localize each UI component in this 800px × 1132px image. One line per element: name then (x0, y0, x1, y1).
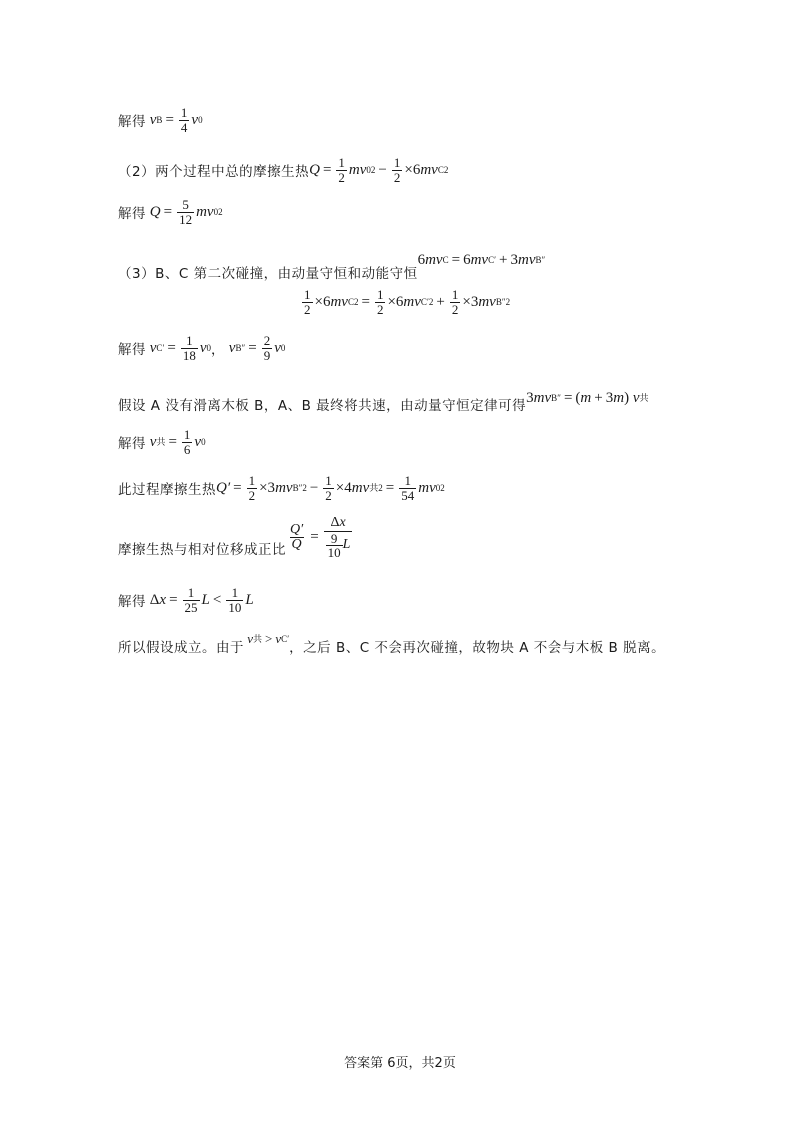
part2-heat-equation (118, 156, 448, 184)
solution-Q: 解得 Q = $\frac{5}{12}$ mv 0 2 (118, 197, 223, 227)
eq-ratio: $\frac{Q'}{Q}$ = Δx $\frac{9}{10}$ L (290, 515, 351, 561)
part2-label: （2）两个过程中总的摩擦生热 (118, 164, 310, 181)
eq-vgong: v 共 = $\frac{1}{6}$ v 0 (149, 427, 206, 457)
solve-label: 解得 (118, 114, 146, 131)
part3-momentum (118, 244, 545, 282)
conclusion-part-b: ，之后 B、C 不会再次碰撞，故物块 A 不会与木板 B 脱离。 (289, 640, 666, 656)
solution-vB (118, 106, 203, 134)
proportional-label: 摩擦生热与相对位移成正比 (118, 541, 286, 558)
solution-dx: 解得 Δ x = $\frac{1}{25}$ L < $\frac{1}{10}$ L (118, 585, 254, 615)
solution-vC-vB: 解得 v C ′ = $\frac{1}{18}$ v 0 ， v B ″ = $\frac{2}{9}$ v 0 (118, 333, 286, 363)
eq-dx: Δ x = $\frac{1}{25}$ L < $\frac{1}{10}$ L (146, 585, 254, 615)
part3-energy (300, 288, 510, 316)
eq-vgong-gt-vC: v 共 > v C ′ (247, 631, 290, 646)
eq-momentum-BC: 6 mv C = 6 mv C ′ + 3 mv B ″ (417, 251, 546, 268)
assumption-momentum (118, 382, 649, 414)
heat-process-label: 此过程摩擦生热 (118, 482, 216, 499)
eq-Q-total: Q = $\frac{1}{2}$ mv 0 2 − $\frac{1}{2}$ ×6 mv C 2 (309, 155, 449, 185)
solution-vgong: 解得 v 共 = $\frac{1}{6}$ v 0 (118, 427, 206, 457)
eq-energy-BC: $\frac{1}{2}$ ×6 mv C 2 = $\frac{1}{2}$ ×6 mv C ′2 + $\frac{1}{2}$ ×3 mv B ″2 (304, 287, 511, 317)
conclusion-part-a: 所以假设成立。由于 (118, 640, 244, 656)
proportional-relation (118, 516, 354, 560)
heat-Qprime (118, 474, 445, 502)
conclusion (118, 631, 666, 656)
assume-label: 假设 A 没有滑离木板 B，A、B 最终将共速，由动量守恒定律可得 (118, 398, 527, 414)
part3-label: （3）B、C 第二次碰撞，由动量守恒和动能守恒 (118, 266, 418, 282)
eq-common-velocity: 3 mv B ″ = ( m + 3 m ) v 共 (526, 389, 649, 406)
eq-vB: v B = $\frac{1}{4}$ v 0 (149, 105, 203, 135)
eq-Qprime: Q′ = $\frac{1}{2}$ ×3 mv B ″2 − $\frac{1}{2}$ ×4 mv 共 2 = $\frac{1}{54}$ mv 0 2 (216, 473, 445, 503)
page-footer: 答案第 6页，共2页 (344, 1056, 456, 1071)
eq-Q-value: Q = $\frac{5}{12}$ mv 0 2 (149, 197, 223, 227)
eq-velocities: v C ′ = $\frac{1}{18}$ v 0 (149, 333, 212, 363)
